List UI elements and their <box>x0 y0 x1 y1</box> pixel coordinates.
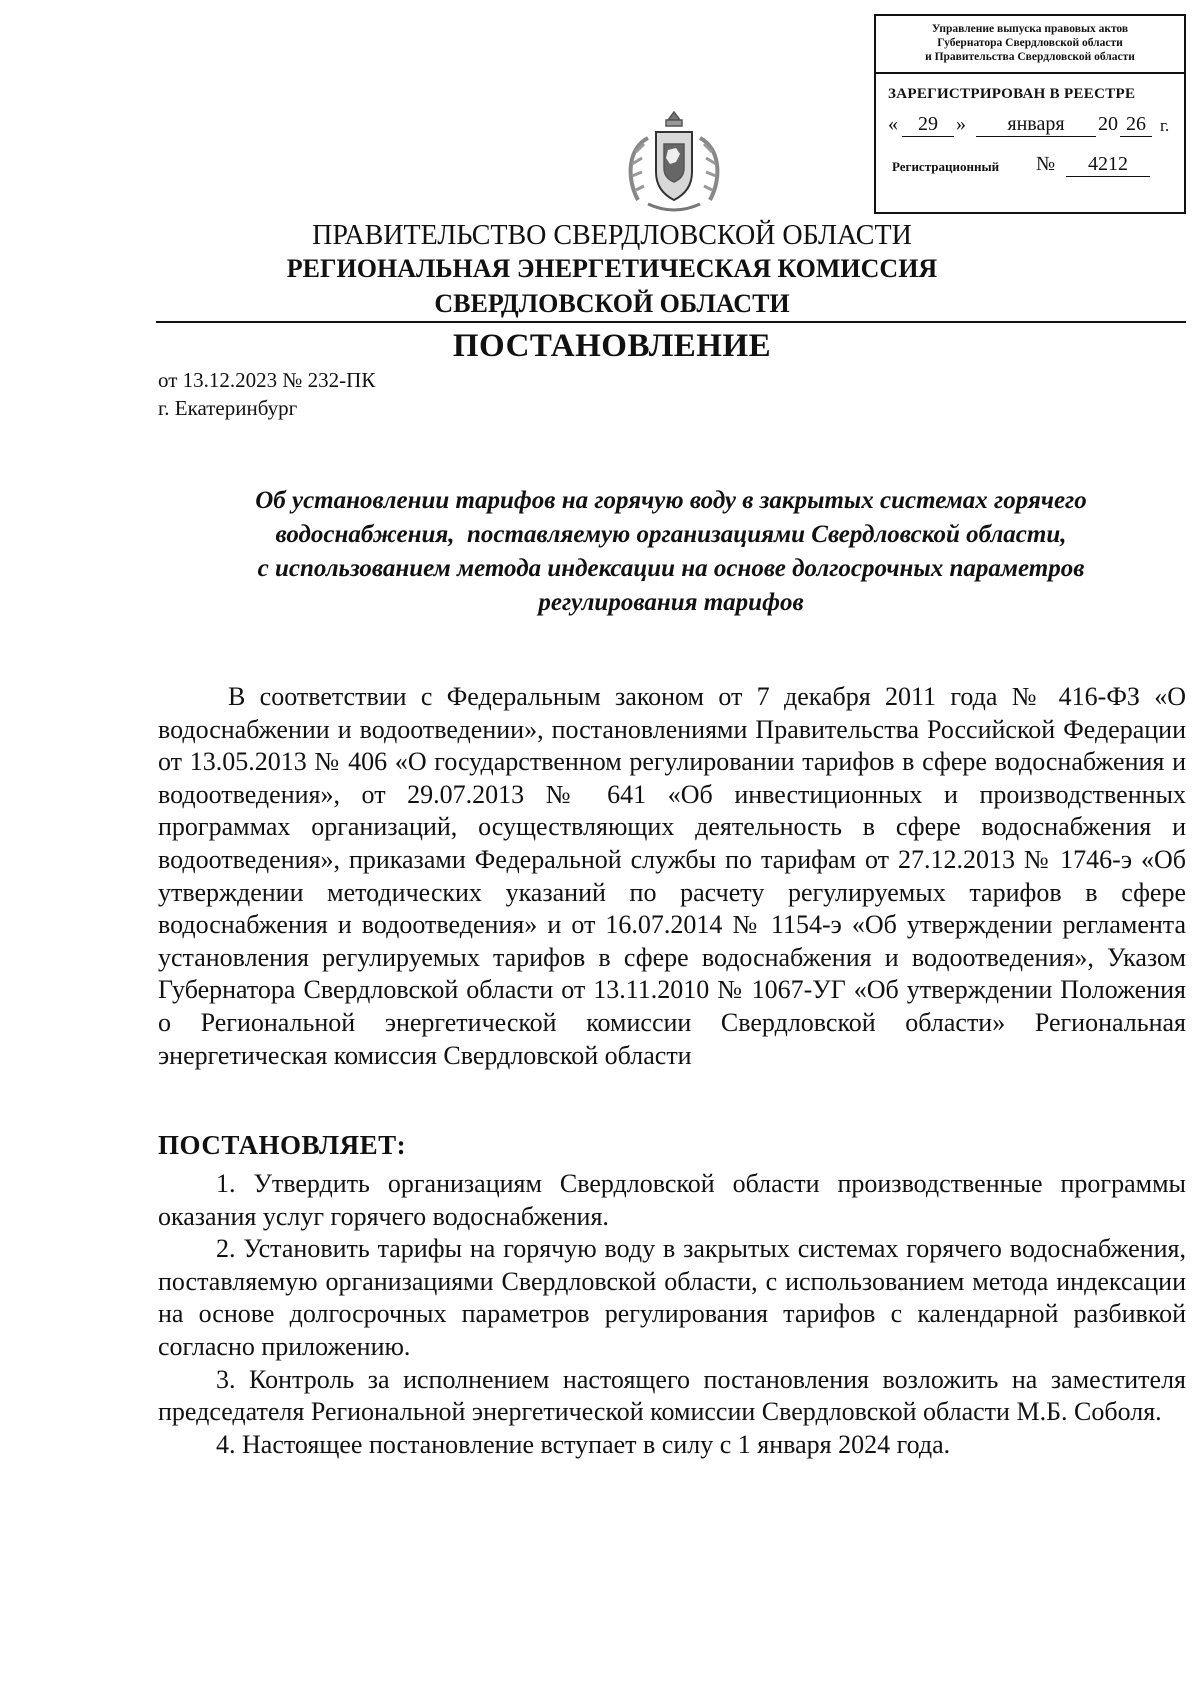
stamp-quote-open: « <box>888 113 898 135</box>
title-line: Об установлении тарифов на горячую воду в закрытых системах горячего <box>255 487 1087 514</box>
decree-word: ПОСТАНОВЛЯЕТ: <box>158 1130 407 1160</box>
title-line: водоснабжения, поставляемую организациями Свердловской области, <box>275 521 1067 548</box>
resolution-point: 4. Настоящее постановление вступает в силу с 1 января 2024 года. <box>216 1429 951 1459</box>
stamp-registration-number <box>876 153 1184 183</box>
document-title <box>156 484 1186 620</box>
resolution-points <box>158 1168 1186 1461</box>
doc-city: г. Екатеринбург <box>158 396 298 420</box>
sverdlovsk-coat-of-arms-icon <box>618 108 730 220</box>
doc-type-heading: ПОСТАНОВЛЕНИЕ <box>452 328 772 364</box>
title-line: с использованием метода индексации на основе долгосрочных параметров <box>257 555 1085 582</box>
resolution-point: 3. Контроль за исполнением настоящего постановления возложить на заместителя председателя Региональной энергетической комиссии Свердловской области М.Б. Соболя. <box>158 1364 1186 1427</box>
government-heading: ПРАВИТЕЛЬСТВО СВЕРДЛОВСКОЙ ОБЛАСТИ <box>312 220 912 251</box>
stamp-year-abbr: г. <box>1160 116 1170 135</box>
stamp-header <box>876 16 1184 74</box>
stamp-registered-label: ЗАРЕГИСТРИРОВАН В РЕЕСТРЕ <box>888 86 1136 102</box>
stamp-date <box>876 113 1184 147</box>
registration-stamp <box>874 14 1186 214</box>
stamp-month: января <box>976 113 1096 137</box>
stamp-year-suffix: 26 <box>1120 113 1152 137</box>
stamp-day: 29 <box>902 113 954 137</box>
stamp-reg-label: Регистрационный <box>892 159 1000 174</box>
commission-heading-line2: СВЕРДЛОВСКОЙ ОБЛАСТИ <box>434 289 790 318</box>
stamp-header-line: Управление выпуска правовых актов <box>931 23 1129 35</box>
resolution-point: 2. Установить тарифы на горячую воду в закрытых системах горячего водоснабжения, поставляемую организациями Свердловской области, с использованием метода индексации на основе долгосрочных параметров регулирования тарифов с календарной разбивкой согласно приложению. <box>158 1234 1186 1361</box>
title-line: регулирования тарифов <box>538 589 804 616</box>
stamp-reg-number: 4212 <box>1066 153 1150 177</box>
commission-heading-line1: РЕГИОНАЛЬНАЯ ЭНЕРГЕТИЧЕСКАЯ КОМИССИЯ <box>286 254 938 283</box>
stamp-header-line: и Правительства Свердловской области <box>925 51 1135 63</box>
stamp-header-line: Губернатора Свердловской области <box>937 37 1123 49</box>
resolution-point: 1. Утвердить организациям Свердловской области производственные программы оказания услуг горячего водоснабжения. <box>158 1169 1186 1231</box>
doc-date-number: от 13.12.2023 № 232-ПК <box>158 368 376 392</box>
preamble-paragraph: В соответствии с Федеральным законом от 7 декабря 2011 года № 416-ФЗ «О водоснабжении и водоотведении», постановлениями Правительства Российской Федерации от 13.05.2013 № 406 «О государственном регулировании тарифов в сфере водоснабжения и водоотведения», от 29.07.2013 № 641 «Об инвестиционных и производственных программах организаций, осуществляющих деятельность в сфере водоснабжения и водоотведения», приказами Федеральной службы по тарифам от 27.12.2013 № 1746-э «Об утверждении методических указаний по расчету регулируемых тарифов в сфере водоснабжения и водоотведения» и от 16.07.2014 № 1154-э «Об утверждении регламента установления регулируемых тарифов в сфере водоснабжения и водоотведения», Указом Губернатора Свердловской области от 13.11.2010 № 1067-УГ «Об утверждении Положения о Региональной энергетической комиссии Свердловской области» Региональная энергетическая комиссия Свердловской области <box>158 682 1186 1070</box>
stamp-number-sign: № <box>1036 153 1056 175</box>
stamp-quote-close: » <box>956 113 966 135</box>
header-divider <box>156 321 1186 323</box>
coat-of-arms-svg <box>618 108 730 220</box>
stamp-year-prefix: 20 <box>1098 113 1118 135</box>
